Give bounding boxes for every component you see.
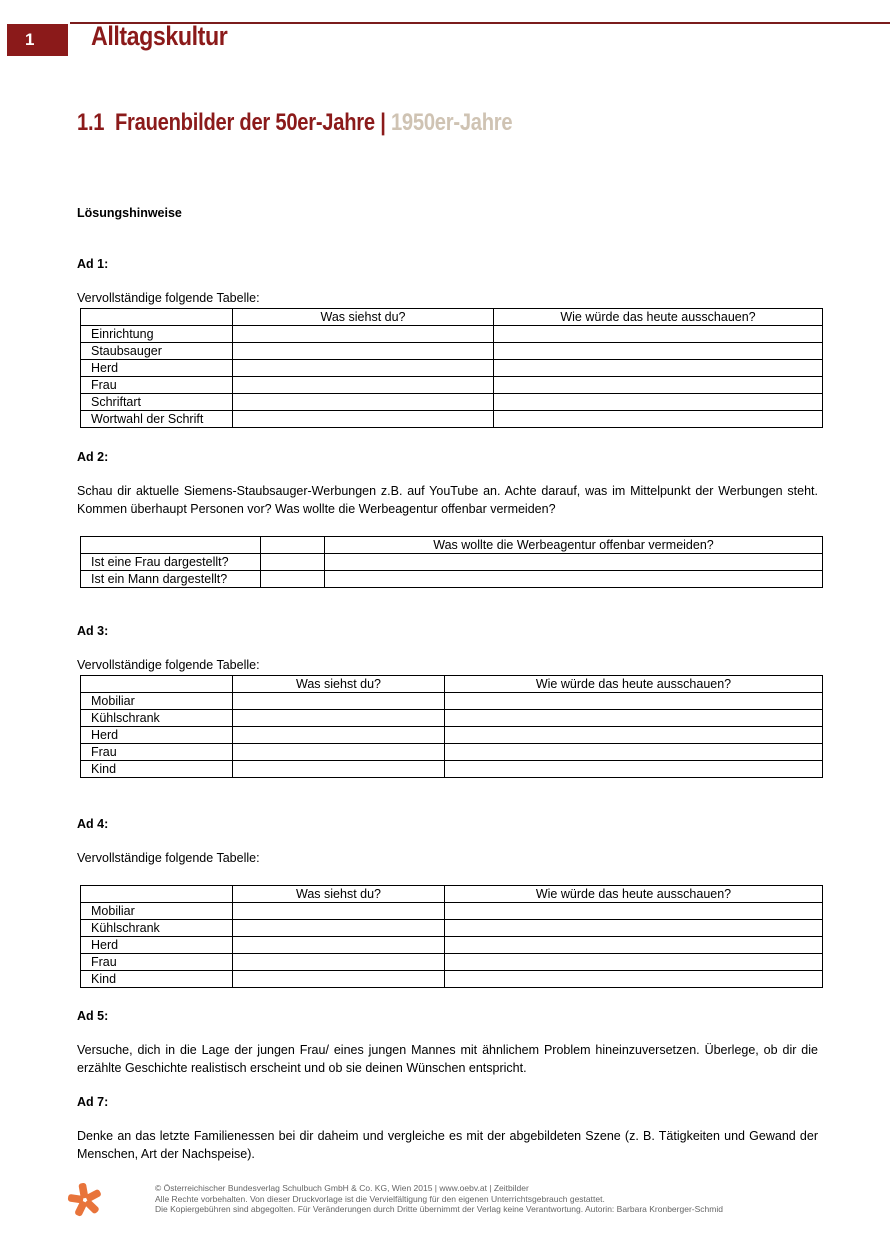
answer-cell[interactable] bbox=[261, 571, 325, 588]
table-row bbox=[81, 920, 823, 937]
answer-cell[interactable] bbox=[233, 920, 445, 937]
answer-cell[interactable] bbox=[445, 971, 823, 988]
table-row bbox=[81, 954, 823, 971]
row-label: Wortwahl der Schrift bbox=[81, 411, 233, 428]
section-title-line bbox=[77, 109, 512, 137]
row-label: Kühlschrank bbox=[81, 920, 233, 937]
answer-cell[interactable] bbox=[494, 411, 823, 428]
table-header-row bbox=[81, 309, 823, 326]
answer-cell[interactable] bbox=[445, 937, 823, 954]
row-label: Mobiliar bbox=[81, 903, 233, 920]
table-row bbox=[81, 710, 823, 727]
table-row bbox=[81, 971, 823, 988]
table-header-row bbox=[81, 886, 823, 903]
ad3-table bbox=[80, 675, 823, 778]
answer-cell[interactable] bbox=[445, 727, 823, 744]
table-header-cell bbox=[81, 886, 233, 903]
answer-cell[interactable] bbox=[233, 693, 445, 710]
ad5-heading: Ad 5: bbox=[77, 1009, 109, 1023]
answer-cell[interactable] bbox=[325, 554, 823, 571]
table-row bbox=[81, 360, 823, 377]
asterisk-logo-icon bbox=[66, 1181, 104, 1219]
answer-cell[interactable] bbox=[445, 761, 823, 778]
table-row bbox=[81, 343, 823, 360]
section-number: 1.1 bbox=[77, 109, 105, 136]
table-header-row bbox=[81, 537, 823, 554]
row-label: Herd bbox=[81, 937, 233, 954]
ad1-heading: Ad 1: bbox=[77, 257, 109, 271]
row-label: Einrichtung bbox=[81, 326, 233, 343]
answer-cell[interactable] bbox=[233, 360, 494, 377]
row-label: Frau bbox=[81, 954, 233, 971]
answer-cell[interactable] bbox=[233, 727, 445, 744]
row-label: Herd bbox=[81, 727, 233, 744]
answer-cell[interactable] bbox=[325, 571, 823, 588]
table-header-cell: Was wollte die Werbeagentur offenbar vermeiden? bbox=[325, 537, 823, 554]
ad1-instruction: Vervollständige folgende Tabelle: bbox=[77, 291, 260, 305]
table-header-cell: Was siehst du? bbox=[233, 886, 445, 903]
answer-cell[interactable] bbox=[233, 761, 445, 778]
answer-cell[interactable] bbox=[494, 343, 823, 360]
ad7-text: Denke an das letzte Familienessen bei dir daheim und vergleiche es mit der abgebildeten Szene (z. B. Tätigkeiten und Gewand der Menschen, Art der Nachspeise). bbox=[77, 1129, 818, 1161]
table-header-cell bbox=[81, 309, 233, 326]
answer-cell[interactable] bbox=[233, 744, 445, 761]
answer-cell[interactable] bbox=[445, 954, 823, 971]
answer-cell[interactable] bbox=[233, 377, 494, 394]
answer-cell[interactable] bbox=[494, 326, 823, 343]
table-header-cell: Wie würde das heute ausschauen? bbox=[445, 676, 823, 693]
table-row bbox=[81, 903, 823, 920]
footer-rights: Alle Rechte vorbehalten. Von dieser Druckvorlage ist die Vervielfältigung für den eigenen Unterrichtsgebrauch gestattet. bbox=[155, 1193, 605, 1204]
answer-cell[interactable] bbox=[233, 937, 445, 954]
ad2-heading: Ad 2: bbox=[77, 450, 109, 464]
answer-cell[interactable] bbox=[233, 710, 445, 727]
answer-cell[interactable] bbox=[233, 903, 445, 920]
chapter-title: Alltagskultur bbox=[91, 21, 228, 51]
table-row bbox=[81, 554, 823, 571]
table-header-cell: Wie würde das heute ausschauen? bbox=[494, 309, 823, 326]
row-label: Kühlschrank bbox=[81, 710, 233, 727]
row-label: Herd bbox=[81, 360, 233, 377]
answer-cell[interactable] bbox=[233, 971, 445, 988]
row-label: Frau bbox=[81, 377, 233, 394]
answer-cell[interactable] bbox=[233, 954, 445, 971]
section-title: Frauenbilder der 50er-Jahre bbox=[114, 109, 375, 136]
row-label: Kind bbox=[81, 761, 233, 778]
row-label: Staubsauger bbox=[81, 343, 233, 360]
table-row bbox=[81, 411, 823, 428]
answer-cell[interactable] bbox=[494, 394, 823, 411]
answer-cell[interactable] bbox=[494, 377, 823, 394]
table-header-cell: Was siehst du? bbox=[233, 309, 494, 326]
row-label: Ist ein Mann dargestellt? bbox=[81, 571, 261, 588]
table-row bbox=[81, 394, 823, 411]
ad3-instruction: Vervollständige folgende Tabelle: bbox=[77, 658, 260, 672]
answer-cell[interactable] bbox=[445, 903, 823, 920]
ad4-heading: Ad 4: bbox=[77, 817, 109, 831]
section-separator: | bbox=[380, 109, 386, 136]
ad1-table bbox=[80, 308, 823, 428]
answer-cell[interactable] bbox=[445, 920, 823, 937]
table-row bbox=[81, 377, 823, 394]
row-label: Schriftart bbox=[81, 394, 233, 411]
answer-cell[interactable] bbox=[261, 554, 325, 571]
answer-cell[interactable] bbox=[445, 710, 823, 727]
table-row bbox=[81, 937, 823, 954]
table-row bbox=[81, 326, 823, 343]
ad2-table bbox=[80, 536, 823, 588]
table-header-cell: Wie würde das heute ausschauen? bbox=[445, 886, 823, 903]
table-header-cell: Was siehst du? bbox=[233, 676, 445, 693]
row-label: Mobiliar bbox=[81, 693, 233, 710]
answer-cell[interactable] bbox=[233, 326, 494, 343]
row-label: Kind bbox=[81, 971, 233, 988]
ad3-heading: Ad 3: bbox=[77, 624, 109, 638]
page-number: 1 bbox=[7, 24, 68, 56]
section-era: 1950er-Jahre bbox=[390, 109, 513, 136]
footer bbox=[155, 1183, 723, 1215]
table-header-cell bbox=[81, 676, 233, 693]
footer-disclaimer: Die Kopiergebühren sind abgegolten. Für Veränderungen durch Dritte übernimmt der Verlag keine Verantwortung. Autorin: Barbara Kronberger-Schmid bbox=[155, 1204, 723, 1214]
answer-cell[interactable] bbox=[233, 343, 494, 360]
answer-cell[interactable] bbox=[445, 693, 823, 710]
answer-cell[interactable] bbox=[233, 394, 494, 411]
table-row bbox=[81, 744, 823, 761]
solution-heading: Lösungshinweise bbox=[77, 206, 182, 220]
table-row bbox=[81, 571, 823, 588]
table-row bbox=[81, 761, 823, 778]
table-row bbox=[81, 693, 823, 710]
ad4-instruction: Vervollständige folgende Tabelle: bbox=[77, 851, 260, 865]
ad2-text: Schau dir aktuelle Siemens-Staubsauger-Werbungen z.B. auf YouTube an. Achte darauf, was im Mittelpunkt der Werbungen steht. Kommen überhaupt Personen vor? Was wollte die Werbeagentur offenbar vermeiden? bbox=[77, 484, 818, 516]
footer-copyright: © Österreichischer Bundesverlag Schulbuch GmbH & Co. KG, Wien 2015 | www.oebv.at | Zeitbilder bbox=[155, 1183, 529, 1193]
answer-cell[interactable] bbox=[233, 411, 494, 428]
ad7-heading: Ad 7: bbox=[77, 1095, 109, 1109]
ad5-text: Versuche, dich in die Lage der jungen Frau/ eines jungen Mannes mit ähnlichem Problem hineinzuversetzen. Überlege, ob dir die erzählte Geschichte realistisch erscheint und ob sie deinen Wünschen entspricht. bbox=[77, 1043, 818, 1075]
table-header-cell bbox=[81, 537, 261, 554]
row-label: Frau bbox=[81, 744, 233, 761]
table-header-cell bbox=[261, 537, 325, 554]
ad4-table bbox=[80, 885, 823, 988]
row-label: Ist eine Frau dargestellt? bbox=[81, 554, 261, 571]
answer-cell[interactable] bbox=[445, 744, 823, 761]
answer-cell[interactable] bbox=[494, 360, 823, 377]
table-header-row bbox=[81, 676, 823, 693]
table-row bbox=[81, 727, 823, 744]
